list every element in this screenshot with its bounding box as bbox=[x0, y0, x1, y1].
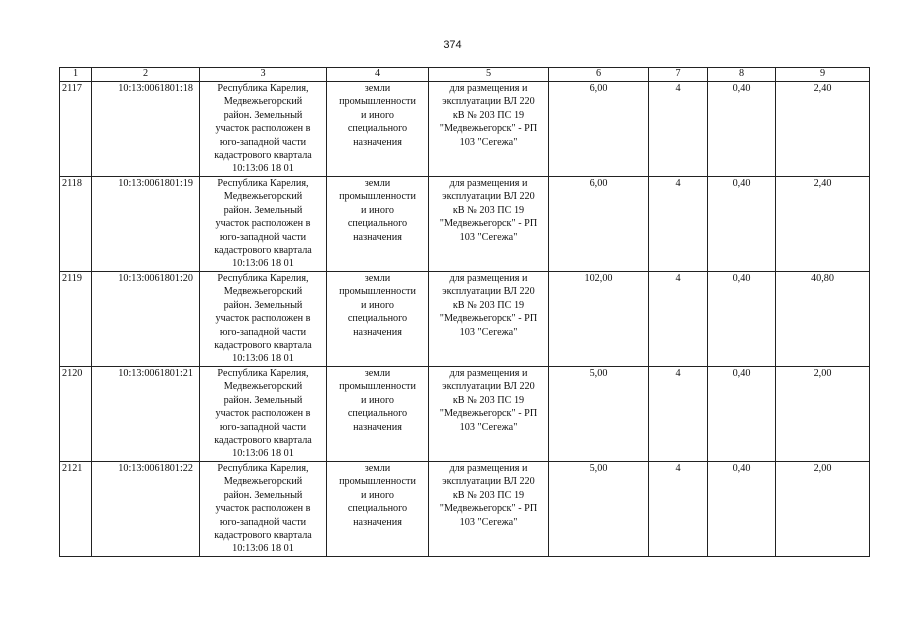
column-8-cell: 0,40 bbox=[708, 367, 776, 462]
table-row bbox=[60, 367, 870, 462]
purpose-cell: для размещения и эксплуатации ВЛ 220 кВ № 203 ПС 19 "Медвежьегорск" - РП 103 "Сегежа" bbox=[429, 462, 549, 557]
location-cell: Республика Карелия, Медвежьегорский район. Земельный участок расположен в юго-западной части кадастрового квартала 10:13:06 18 01 bbox=[200, 272, 327, 367]
purpose-cell: для размещения и эксплуатации ВЛ 220 кВ № 203 ПС 19 "Медвежьегорск" - РП 103 "Сегежа" bbox=[429, 177, 549, 272]
area-cell: 6,00 bbox=[549, 82, 649, 177]
table-row bbox=[60, 462, 870, 557]
column-9-cell: 2,40 bbox=[776, 177, 870, 272]
column-header-6: 6 bbox=[549, 68, 649, 82]
table-header-row bbox=[60, 68, 870, 82]
table-row bbox=[60, 177, 870, 272]
column-7-cell: 4 bbox=[649, 272, 708, 367]
cadastral-number-cell: 10:13:0061801:20 bbox=[92, 272, 200, 367]
column-header-9: 9 bbox=[776, 68, 870, 82]
row-number-cell: 2117 bbox=[60, 82, 92, 177]
column-header-5: 5 bbox=[429, 68, 549, 82]
area-cell: 6,00 bbox=[549, 177, 649, 272]
row-number-cell: 2118 bbox=[60, 177, 92, 272]
row-number-cell: 2119 bbox=[60, 272, 92, 367]
column-9-cell: 40,80 bbox=[776, 272, 870, 367]
column-8-cell: 0,40 bbox=[708, 82, 776, 177]
column-header-8: 8 bbox=[708, 68, 776, 82]
land-plots-table bbox=[59, 67, 870, 557]
column-header-2: 2 bbox=[92, 68, 200, 82]
column-7-cell: 4 bbox=[649, 177, 708, 272]
cadastral-number-cell: 10:13:0061801:18 bbox=[92, 82, 200, 177]
location-cell: Республика Карелия, Медвежьегорский район. Земельный участок расположен в юго-западной части кадастрового квартала 10:13:06 18 01 bbox=[200, 177, 327, 272]
table-row bbox=[60, 82, 870, 177]
land-category-cell: земли промышленности и иного специального назначения bbox=[327, 462, 429, 557]
land-category-cell: земли промышленности и иного специального назначения bbox=[327, 82, 429, 177]
land-category-cell: земли промышленности и иного специального назначения bbox=[327, 272, 429, 367]
column-8-cell: 0,40 bbox=[708, 177, 776, 272]
cadastral-number-cell: 10:13:0061801:21 bbox=[92, 367, 200, 462]
area-cell: 5,00 bbox=[549, 462, 649, 557]
row-number-cell: 2120 bbox=[60, 367, 92, 462]
cadastral-number-cell: 10:13:0061801:19 bbox=[92, 177, 200, 272]
location-cell: Республика Карелия, Медвежьегорский район. Земельный участок расположен в юго-западной части кадастрового квартала 10:13:06 18 01 bbox=[200, 462, 327, 557]
column-8-cell: 0,40 bbox=[708, 462, 776, 557]
purpose-cell: для размещения и эксплуатации ВЛ 220 кВ № 203 ПС 19 "Медвежьегорск" - РП 103 "Сегежа" bbox=[429, 82, 549, 177]
column-8-cell: 0,40 bbox=[708, 272, 776, 367]
column-9-cell: 2,00 bbox=[776, 462, 870, 557]
table-row bbox=[60, 272, 870, 367]
column-header-4: 4 bbox=[327, 68, 429, 82]
column-header-3: 3 bbox=[200, 68, 327, 82]
cadastral-number-cell: 10:13:0061801:22 bbox=[92, 462, 200, 557]
column-7-cell: 4 bbox=[649, 367, 708, 462]
purpose-cell: для размещения и эксплуатации ВЛ 220 кВ № 203 ПС 19 "Медвежьегорск" - РП 103 "Сегежа" bbox=[429, 367, 549, 462]
purpose-cell: для размещения и эксплуатации ВЛ 220 кВ № 203 ПС 19 "Медвежьегорск" - РП 103 "Сегежа" bbox=[429, 272, 549, 367]
column-header-1: 1 bbox=[60, 68, 92, 82]
column-7-cell: 4 bbox=[649, 82, 708, 177]
location-cell: Республика Карелия, Медвежьегорский район. Земельный участок расположен в юго-западной части кадастрового квартала 10:13:06 18 01 bbox=[200, 82, 327, 177]
row-number-cell: 2121 bbox=[60, 462, 92, 557]
land-category-cell: земли промышленности и иного специального назначения bbox=[327, 367, 429, 462]
column-9-cell: 2,40 bbox=[776, 82, 870, 177]
location-cell: Республика Карелия, Медвежьегорский район. Земельный участок расположен в юго-западной части кадастрового квартала 10:13:06 18 01 bbox=[200, 367, 327, 462]
area-cell: 5,00 bbox=[549, 367, 649, 462]
page-number: 374 bbox=[443, 39, 462, 51]
column-7-cell: 4 bbox=[649, 462, 708, 557]
land-category-cell: земли промышленности и иного специального назначения bbox=[327, 177, 429, 272]
column-header-7: 7 bbox=[649, 68, 708, 82]
column-9-cell: 2,00 bbox=[776, 367, 870, 462]
area-cell: 102,00 bbox=[549, 272, 649, 367]
